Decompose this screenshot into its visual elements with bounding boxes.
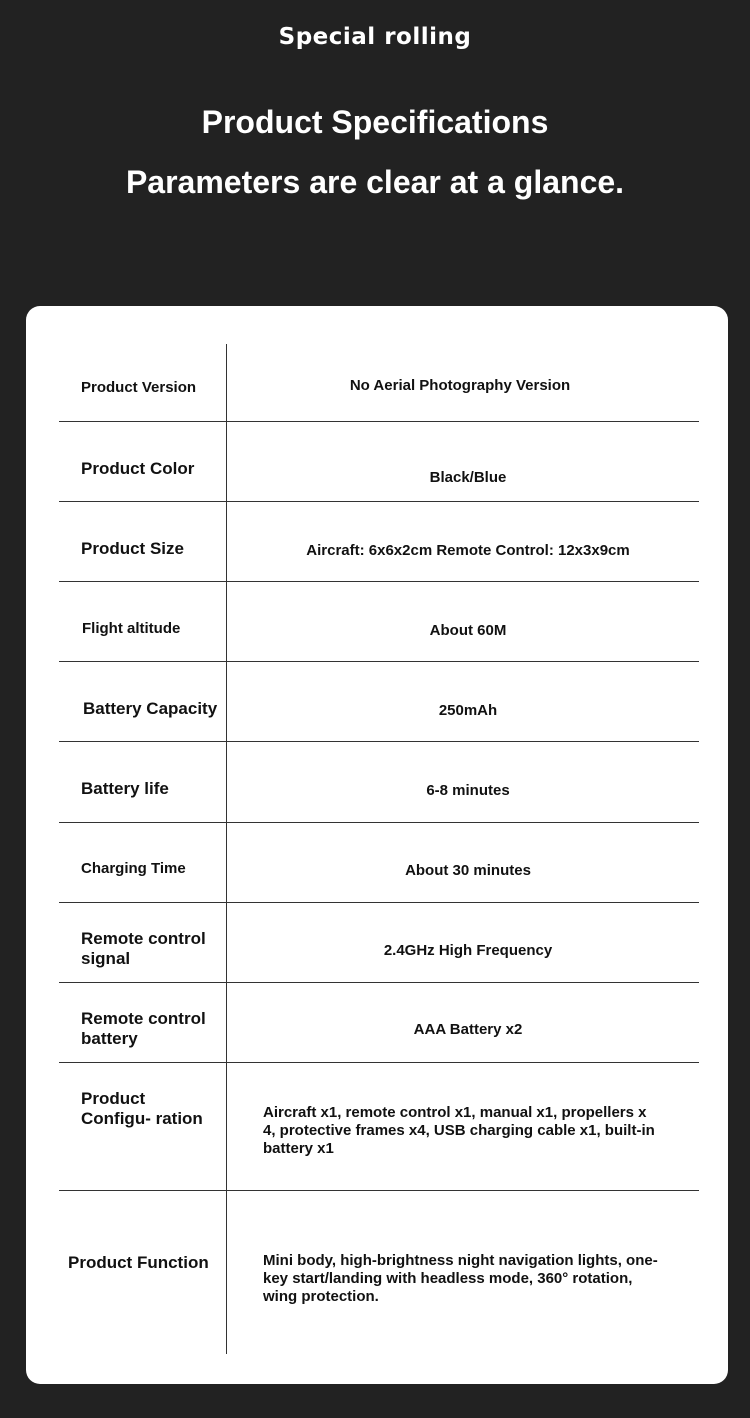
- column-divider: [226, 344, 227, 1354]
- row-divider: [59, 1062, 699, 1063]
- spec-label-battery-life: Battery life: [81, 779, 169, 798]
- row-divider: [59, 1190, 699, 1191]
- spec-label-product-function: Product Function: [68, 1253, 209, 1272]
- spec-value-product-version: No Aerial Photography Version: [349, 377, 571, 394]
- spec-label-product-configuration: Product Configu- ration: [81, 1089, 203, 1128]
- row-divider: [59, 902, 699, 903]
- spec-label-product-color: Product Color: [81, 459, 195, 478]
- row-divider: [59, 661, 699, 662]
- spec-value-product-size: Aircraft: 6x6x2cm Remote Control: 12x3x9cm: [306, 542, 630, 559]
- row-divider: [59, 822, 699, 823]
- spec-label-product-version: Product Version: [81, 379, 197, 396]
- spec-table: [26, 306, 728, 1384]
- row-divider: [59, 581, 699, 582]
- spec-value-product-color: Black/Blue: [429, 469, 507, 486]
- spec-value-remote-control-battery: AAA Battery x2: [413, 1021, 523, 1038]
- brand-name: Special rolling: [278, 24, 472, 50]
- spec-value-battery-capacity: 250mAh: [438, 702, 498, 719]
- spec-label-product-size: Product Size: [81, 539, 184, 558]
- row-divider: [59, 421, 699, 422]
- spec-label-remote-control-battery: Remote control battery: [81, 1009, 206, 1048]
- row-divider: [59, 741, 699, 742]
- spec-value-remote-control-signal: 2.4GHz High Frequency: [383, 942, 553, 959]
- spec-label-flight-altitude: Flight altitude: [82, 620, 181, 637]
- spec-label-charging-time: Charging Time: [81, 860, 186, 877]
- spec-value-flight-altitude: About 60M: [429, 622, 507, 639]
- page-subtitle: Parameters are clear at a glance.: [125, 164, 625, 200]
- spec-label-remote-control-signal: Remote control signal: [81, 929, 206, 968]
- row-divider: [59, 982, 699, 983]
- spec-value-charging-time: About 30 minutes: [405, 862, 531, 879]
- spec-value-product-function: Mini body, high-brightness night navigation lights, one-key start/landing with headless mode, 360° rotation, wing protection.: [263, 1252, 658, 1305]
- spec-value-battery-life: 6-8 minutes: [426, 782, 510, 799]
- spec-value-product-configuration: Aircraft x1, remote control x1, manual x1, propellers x 4, protective frames x4, USB charging cable x1, built-in battery x1: [263, 1104, 655, 1157]
- spec-label-battery-capacity: Battery Capacity: [83, 699, 218, 718]
- row-divider: [59, 501, 699, 502]
- page-title: Product Specifications: [201, 104, 549, 140]
